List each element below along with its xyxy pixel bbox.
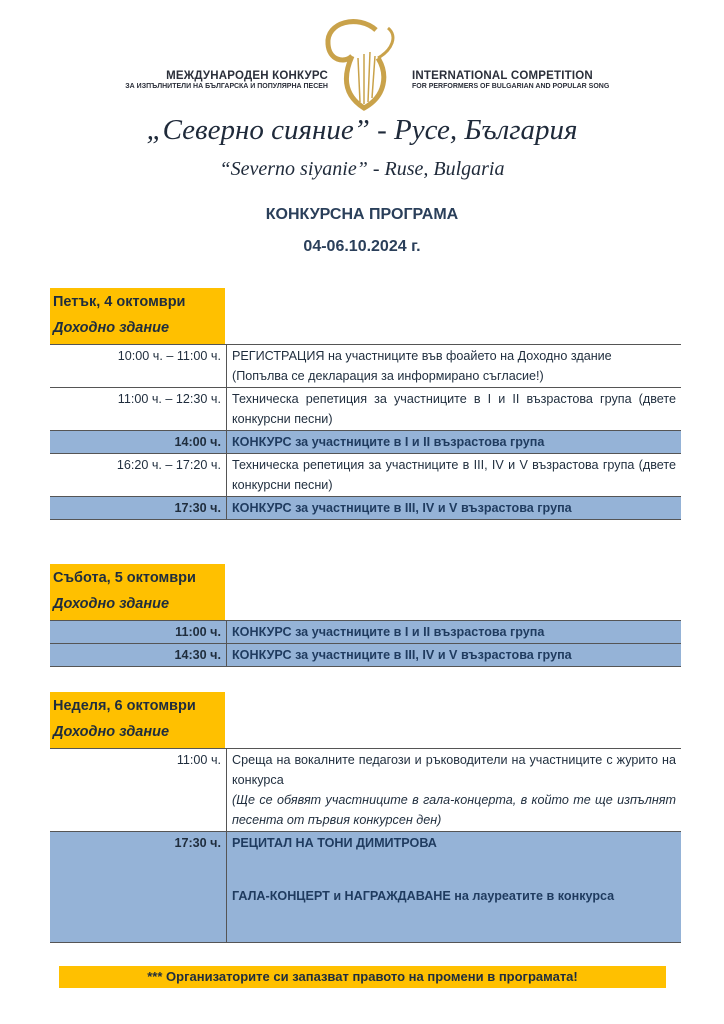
row-time: 14:00 ч. [50, 431, 227, 454]
row-text: КОНКУРС за участниците в III, IV и V възрастова група [227, 644, 682, 667]
row-text: КОНКУРС за участниците в III, IV и V възрастова група [227, 497, 682, 520]
row-time: 11:00 ч. [50, 621, 227, 644]
footer-notice: *** Организаторите си запазват правото на промени в програмата! [59, 966, 666, 988]
page-subtitle: 04-06.10.2024 г. [303, 238, 421, 255]
table-row [50, 749, 681, 832]
header-right [412, 70, 672, 90]
row-description [227, 832, 682, 943]
day-venue: Доходно здание [53, 724, 170, 740]
competition-name-en: “Severno siyanie” - Ruse, Bulgaria [219, 158, 505, 180]
row-time: 16:20 ч. – 17:20 ч. [50, 454, 227, 497]
page-title: КОНКУРСНА ПРОГРАМА [265, 206, 459, 223]
day-venue: Доходно здание [53, 320, 170, 336]
table-row [50, 454, 681, 497]
day-venue: Доходно здание [53, 596, 170, 612]
table-row-highlight [50, 832, 681, 943]
header-right-title: INTERNATIONAL COMPETITION [412, 70, 593, 82]
day-name: Събота, 5 октомври [53, 570, 196, 586]
header-left [88, 70, 328, 90]
table-row [50, 388, 681, 431]
row-note: (Попълва се декларация за информирано съгласие!) [232, 369, 544, 383]
table-row-highlight [50, 497, 681, 520]
day-friday [50, 288, 681, 520]
row-text: Техническа репетиция за участниците в III, IV и V възрастова група (двете конкурсни песни) [232, 458, 676, 492]
day-header [50, 692, 225, 748]
table-row-highlight [50, 621, 681, 644]
row-time: 17:30 ч. [50, 497, 227, 520]
row-note: (Ще се обявят участниците в гала-концерта, в който те ще изпълнят песента от първия конкурсен ден) [232, 793, 676, 827]
schedule-table [50, 620, 681, 667]
row-text: Техническа репетиция за участниците в I и II възрастова група (двете конкурсни песни) [232, 392, 676, 426]
header-right-subtitle: FOR PERFORMERS OF BULGARIAN AND POPULAR SONG [412, 83, 610, 90]
schedule-table [50, 748, 681, 943]
row-text: КОНКУРС за участниците в I и II възрастова група [227, 431, 682, 454]
row-text: КОНКУРС за участниците в I и II възрастова група [227, 621, 682, 644]
day-header [50, 288, 225, 344]
row-text: Среща на вокалните педагози и ръководители на участниците с журито на конкурса [232, 753, 676, 787]
competition-name-bg: „Северно сияние” - Русе, България [146, 114, 578, 146]
row-text-secondary: ГАЛА-КОНЦЕРТ и НАГРАЖДАВАНЕ на лауреатите в конкурса [232, 889, 615, 903]
row-time: 11:00 ч. – 12:30 ч. [50, 388, 227, 431]
header-left-title: МЕЖДУНАРОДЕН КОНКУРС [166, 70, 328, 82]
lyre-logo-icon [318, 16, 410, 112]
header-left-subtitle: ЗА ИЗПЪЛНИТЕЛИ НА БЪЛГАРСКА И ПОПУЛЯРНА ПЕСЕН [125, 83, 328, 90]
row-time: 11:00 ч. [50, 749, 227, 832]
row-time: 14:30 ч. [50, 644, 227, 667]
row-text: РЕЦИТАЛ НА ТОНИ ДИМИТРОВА [232, 836, 437, 850]
row-time: 10:00 ч. – 11:00 ч. [50, 345, 227, 388]
row-time: 17:30 ч. [50, 832, 227, 943]
header [0, 0, 724, 200]
day-name: Неделя, 6 октомври [53, 698, 196, 714]
day-saturday [50, 564, 681, 667]
table-row-highlight [50, 644, 681, 667]
day-name: Петък, 4 октомври [53, 294, 186, 310]
row-description [227, 345, 682, 388]
day-sunday [50, 692, 681, 943]
table-row-highlight [50, 431, 681, 454]
schedule-table [50, 344, 681, 520]
row-text: РЕГИСТРАЦИЯ на участниците във фоайето на Доходно здание [232, 349, 612, 363]
table-row [50, 345, 681, 388]
day-header [50, 564, 225, 620]
row-description [227, 749, 682, 832]
